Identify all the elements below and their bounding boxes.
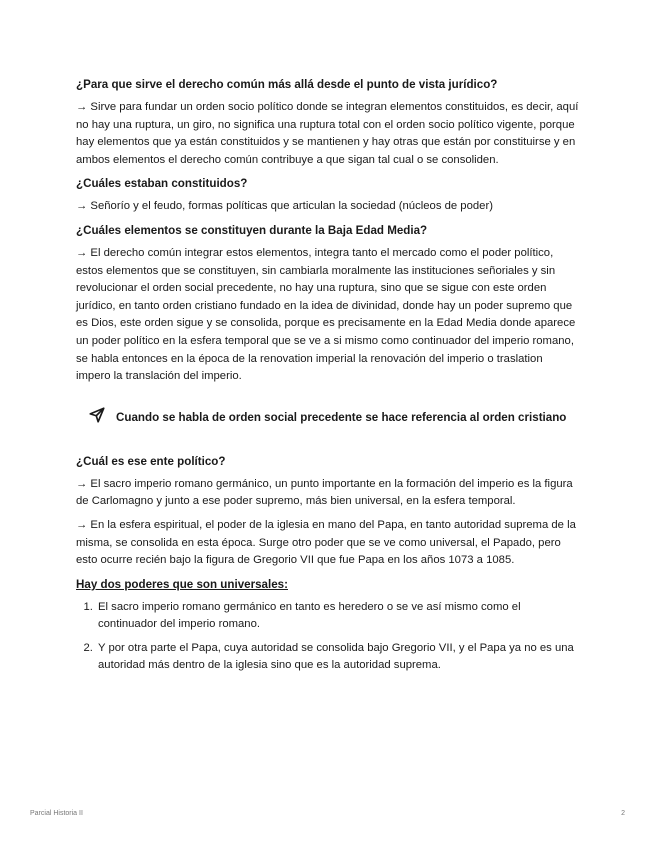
list-item: 1. El sacro imperio romano germánico en tanto es heredero o se ve así mismo como el continuador del imperio romano.: [96, 599, 579, 634]
answer-paragraph: → Sirve para fundar un orden socio político donde se integran elementos constituidos, es decir, aquí no hay una ruptura, un giro, no significa una ruptura total con el orden socio político vigente, porque hay elementos que ya están constituidos y se mantienen y hay otras que están por constituirse y en ambos elementos el derecho común contribuye a que sigan tal cual o se consoliden.: [76, 101, 579, 166]
callout-note: [88, 406, 579, 429]
answer-paragraph: → El sacro imperio romano germánico, un punto importante en la formación del imperio es la figura de Carlomagno y junto a ese poder supremo, más bien universal, en la esfera temporal.: [76, 477, 573, 508]
navigation-arrow-icon: [88, 406, 106, 429]
answer-paragraph: → Señorío y el feudo, formas políticas que articulan la sociedad (núcleos de poder): [76, 200, 493, 213]
document-page: [76, 76, 579, 681]
section-baja-edad-media: [76, 222, 579, 386]
numbered-list: [76, 599, 579, 675]
section-derecho-comun: [76, 76, 579, 169]
question-heading: ¿Cuáles estaban constituidos?: [76, 177, 248, 191]
question-heading: ¿Cuál es ese ente político?: [76, 454, 226, 468]
section-constituidos: [76, 175, 579, 216]
question-heading: ¿Cuáles elementos se constituyen durante la Baja Edad Media?: [76, 223, 428, 237]
answer-paragraph: → El derecho común integrar estos elementos, integra tanto el mercado como el poder político, estos elementos que se constituyen, sin cambiarla moralmente las instituciones señoriales y sin revolucionar el orden social precedente, no hay una ruptura, sino que se sigue con este orden jurídico, en tanto orden cristiano fundado en la idea de divinidad, donde hay un poder supremo que es Dios, este orden sigue y se consolida, porque es precisamente en la Edad Media donde aparece un poder político en la esfera temporal que se ve a si mismo como continuador del imperio romano, se habla entonces en la época de la renovation imperial la renovación del imperio o traslation impero la translación del imperio.: [76, 246, 576, 383]
list-heading: Hay dos poderes que son universales:: [76, 577, 288, 591]
callout-text: Cuando se habla de orden social precedente se hace referencia al orden cristiano: [116, 410, 567, 424]
question-heading: ¿Para que sirve el derecho común más allá desde el punto de vista jurídico?: [76, 78, 498, 91]
list-item: 2. Y por otra parte el Papa, cuya autoridad se consolida bajo Gregorio VII, y el Papa ya no es una autoridad más dentro de la iglesia sino que es la autoridad suprema.: [96, 640, 579, 675]
footer-title: Parcial Historia II: [30, 810, 83, 817]
page-number: 2: [621, 810, 625, 817]
answer-paragraph: → En la esfera espiritual, el poder de la iglesia en mano del Papa, en tanto autoridad suprema de la misma, se consolida en esta época. Surge otro poder que se ve como universal, el Papado, pero esto ocurre recién bajo la figura de Gregorio VII que fue Papa en los años 1073 a 1085.: [76, 518, 576, 567]
section-ente-politico: [76, 453, 579, 675]
